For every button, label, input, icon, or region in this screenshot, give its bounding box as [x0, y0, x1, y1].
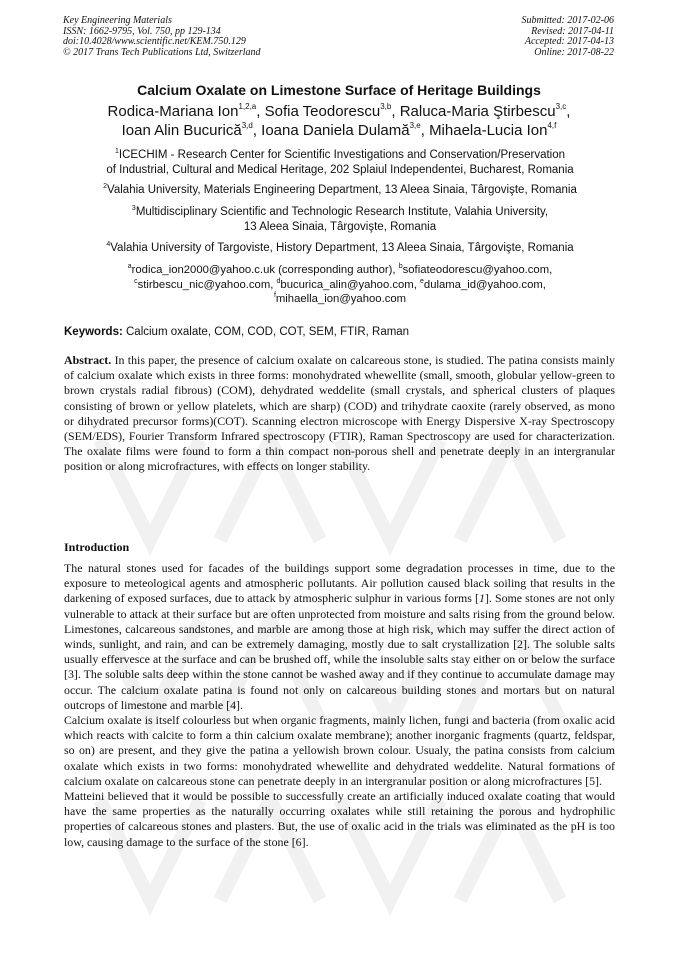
journal-name: Key Engineering Materials — [63, 15, 172, 26]
date-online: Online: 2017-08-22 — [534, 46, 614, 58]
affiliation-sup: 3 — [131, 205, 136, 212]
introduction-body — [64, 561, 615, 850]
author-name: Rodica-Mariana Ion — [107, 103, 239, 120]
author-sep: , — [566, 103, 571, 120]
email-line — [60, 292, 620, 307]
affiliation-text: Valahia University of Targoviste, History Department, 13 Aleea Sinaia, Târgovişte, Romania — [110, 242, 574, 254]
affiliation-1 — [60, 148, 620, 178]
affiliation-line — [60, 220, 620, 235]
author-name: Raluca-Maria Ştirbescu — [399, 103, 556, 120]
author-name: Ioana Daniela Dulamă — [261, 122, 410, 139]
author-name: Ioan Alin Bucurică — [121, 122, 242, 139]
affiliation-4 — [60, 241, 620, 256]
keywords-label: Keywords: — [64, 326, 123, 338]
paragraph-text: ]. Some stones are not only vulnerable to attack at their surface but are often unprotected from moisture and salts rising from the ground below. Limestones, calcareous sandstones, and marble are among those at high risk, which may suffer the direct action of winds, sunlight, and rain, and can be extremely damaging, mostly due to salt crystallization [2]. The soluble salts usually effervesce at the surface and can be brushed off, while the insoluble salts stay either on or below the surface [3]. The soluble salts deep within the stone cannot be washed away and if they continue to accumulate damage may occur. The calcium oxalate patina is found not only on calcareous building stones and mortars but on natural outcrops of limestone and marble [4]. — [64, 591, 615, 712]
paragraph-text: The natural stones used for facades of the buildings support some degradation processes in time, due to the exposure to meteological agents and atmospheric pollutants. Air pollution caused black soiling that results in the darkening of exposed surfaces, due to attack by atmospheric sulphur in various forms [ — [64, 561, 615, 606]
paper-title: Calcium Oxalate on Limestone Surface of Heritage Buildings — [137, 82, 541, 98]
affiliation-sup: 1 — [114, 148, 119, 155]
author-sep: , — [420, 122, 430, 139]
publication-dates — [522, 16, 615, 58]
date-submitted: Submitted: 2017-02-06 — [521, 15, 614, 26]
abstract — [64, 353, 615, 475]
affiliation-sup: 4 — [106, 241, 111, 248]
email-c[interactable]: stirbescu_nic@yahoo.com, — [137, 278, 274, 291]
paragraph — [64, 561, 615, 713]
author-sup: 3,c — [555, 102, 567, 111]
introduction-heading: Introduction — [64, 540, 130, 554]
author-sup: 3,e — [409, 121, 421, 130]
abstract-label: Abstract. — [64, 353, 112, 367]
author-name: Mihaela-Lucia Ion — [429, 122, 548, 139]
email-sup: c — [134, 277, 138, 285]
keywords — [64, 326, 624, 338]
journal-info — [63, 16, 261, 58]
affiliation-2 — [60, 183, 620, 198]
author-line-2 — [0, 121, 678, 140]
email-line — [60, 263, 620, 278]
affiliation-sup: 2 — [103, 183, 108, 190]
affiliation-text: of Industrial, Cultural and Medical Heritage, 202 Splaiul Independentei, Bucharest, Romania — [106, 164, 574, 176]
journal-copyright: © 2017 Trans Tech Publications Ltd, Switzerland — [63, 46, 261, 58]
email-f[interactable]: mihaella_ion@yahoo.com — [275, 293, 407, 305]
author-sep: , — [252, 122, 262, 139]
author-line-1 — [0, 102, 678, 121]
affiliation-line — [60, 183, 620, 198]
email-sup: e — [420, 277, 424, 285]
journal-doi: doi:10.4028/www.scientific.net/KEM.750.129 — [63, 36, 246, 47]
abstract-text: In this paper, the presence of calcium oxalate on calcareous stone, is studied. The patina consists mainly of calcium oxalate which exists in three forms: monohydrated whewellite (small, smooth, globular yellow-green to brown crystals radial fibrous) (COM), dehydrated weddelite (small crystals, and spherical clusters of plaques consisting of brown or yellow platelets, which are sharp) (COD) and trihydrate caoxite (rarely observed, as mono or dihydrated precursor forms)(COT). Scanning electron microscope with Energy Dispersive X-ray Spectroscopy (SEM/EDS), Fourier Transform Infrared spectroscopy (FTIR), Raman Spectroscopy are used for characterization. The oxalate films were found to form a thin compact non-porous shell and penetrate deeply in an intergranular position or along microfractures, with effects on longer stability. — [64, 353, 615, 474]
affiliation-text: Multidisciplinary Scientific and Technologic Research Institute, Valahia University, — [135, 206, 549, 218]
affiliation-text: 13 Aleea Sinaia, Târgovişte, Romania — [243, 221, 437, 233]
email-sup: f — [273, 292, 276, 299]
email-d[interactable]: bucurica_alin@yahoo.com, — [280, 278, 417, 291]
author-list — [0, 102, 678, 140]
email-sup: a — [127, 263, 132, 270]
author-name: Sofia Teodorescu — [264, 103, 381, 120]
email-b[interactable]: sofiateodorescu@yahoo.com, — [402, 264, 553, 276]
email-sup: d — [276, 277, 281, 285]
email-a[interactable]: rodica_ion2000@yahoo.c.uk (corresponding author), — [131, 264, 396, 276]
affiliation-line — [60, 241, 620, 256]
journal-issn: ISSN: 1662-9795, Vol. 750, pp 129-134 — [63, 25, 221, 37]
affiliation-3 — [60, 205, 620, 235]
citation-ref: 1 — [478, 591, 485, 606]
email-e[interactable]: dulama_id@yahoo.com, — [423, 278, 546, 291]
date-revised: Revised: 2017-04-11 — [531, 25, 614, 37]
date-accepted: Accepted: 2017-04-13 — [524, 36, 614, 47]
affiliation-text: ICECHIM - Research Center for Scientific Investigations and Conservation/Preservation — [118, 149, 566, 161]
paragraph: Calcium oxalate is itself colourless but when organic fragments, mainly lichen, fungi and bacteria (from oxalic acid which reacts with calcite to form a thin calcium oxalate membrane); another inorganic fragments (quartz, feldspar, so on) are present, and they give the patina a yellowish brown colour. Usualy, the patina consists from calcium oxalate which exists in two forms: monohydrated whewellite and dehydrated weddelite. Natural formations of calcium oxalate on calcareous stone can penetrate deeply in an intergranular position or along microfractures [5]. — [64, 713, 615, 788]
email-sup: b — [398, 263, 403, 270]
author-sup: 4,f — [547, 121, 557, 130]
affiliation-text: Valahia University, Materials Engineering Department, 13 Aleea Sinaia, Târgovişte, Romania — [107, 184, 577, 196]
affiliation-line — [60, 205, 620, 220]
affiliation-line — [60, 163, 620, 178]
author-sep: , — [391, 103, 400, 120]
email-list — [60, 263, 620, 307]
paragraph: Matteini believed that it would be possible to successfully create an artificially induced oxalate coating that would have the same properties as the naturally occurring oxalates while still retaining the porous and hydrophilic properties of calcareous stones and plasters. But, the use of oxalic acid in the trials was eliminated as the pH is too low, causing damage to the surface of the stone [6]. — [64, 789, 615, 849]
keywords-text: Calcium oxalate, COM, COD, COT, SEM, FTIR, Raman — [126, 326, 410, 338]
author-sup: 3,d — [241, 121, 253, 130]
affiliation-line — [60, 148, 620, 163]
author-sup: 1,2,a — [238, 102, 257, 111]
author-sup: 3,b — [380, 102, 392, 111]
author-sep: , — [256, 103, 265, 120]
email-line — [60, 278, 620, 293]
